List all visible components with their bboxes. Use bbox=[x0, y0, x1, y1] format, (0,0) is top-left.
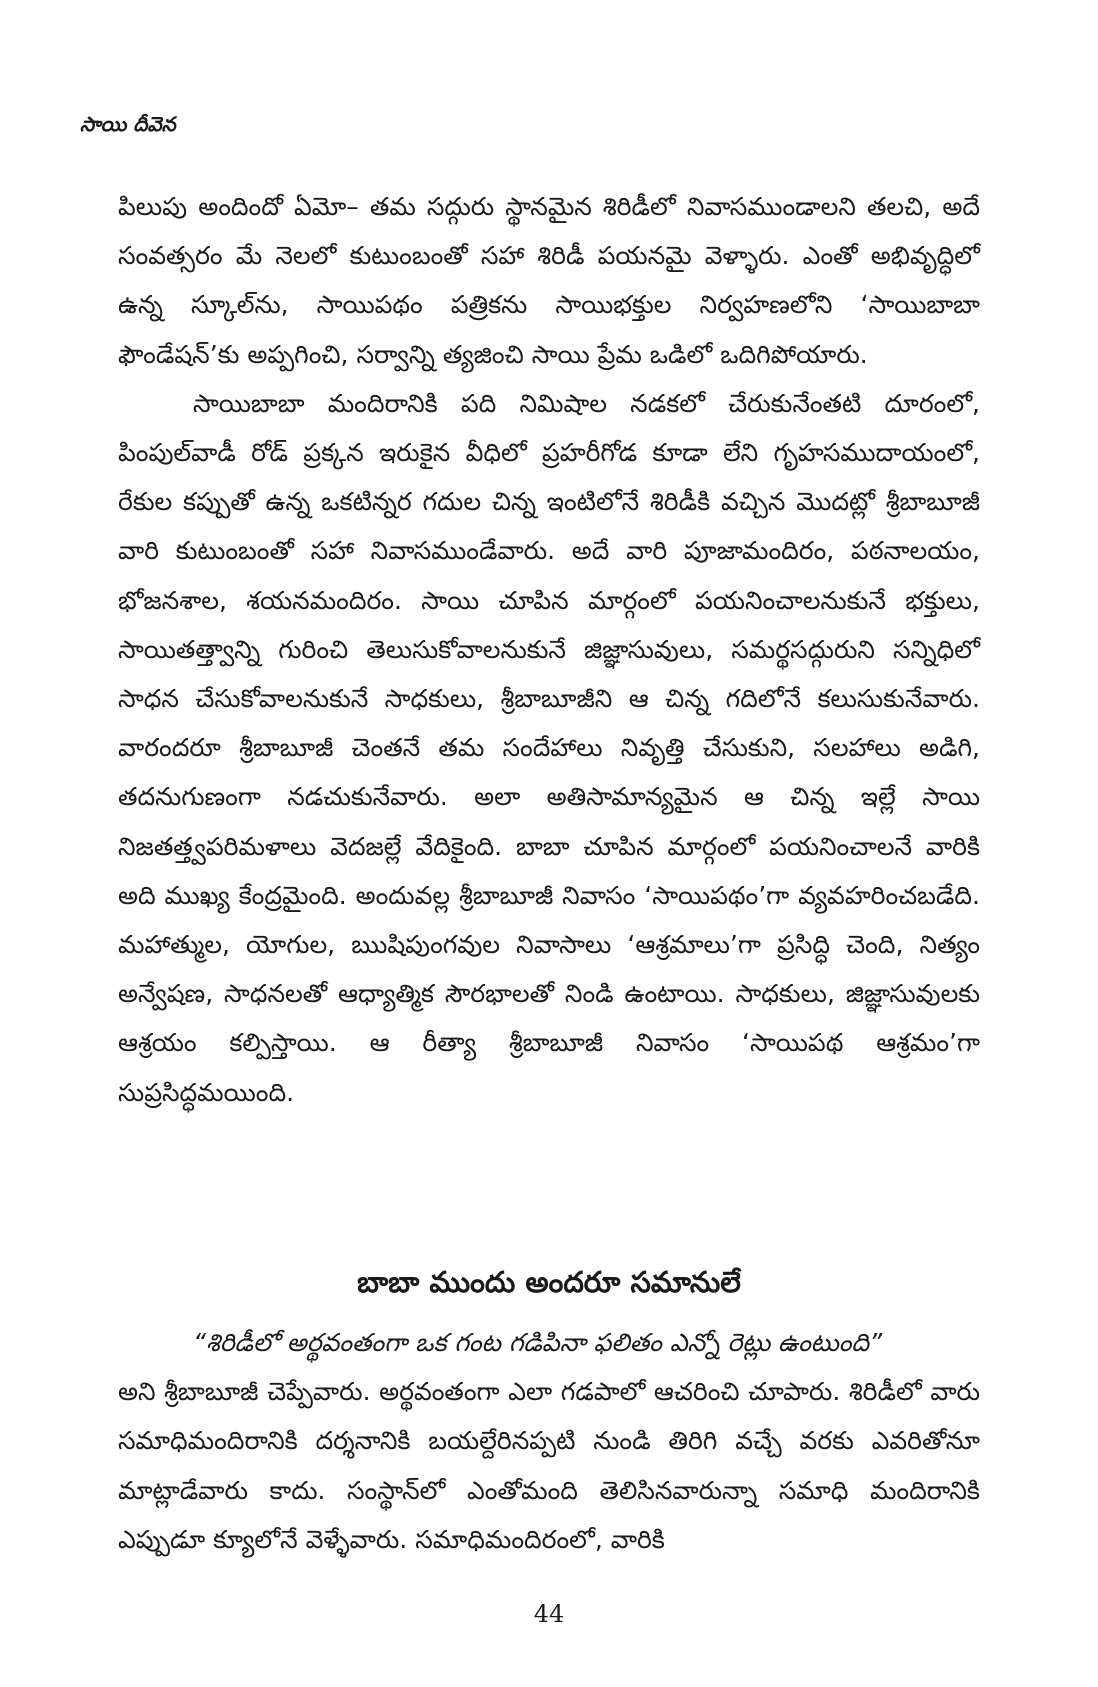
paragraph-3: అని శ్రీబాబూజీ చెప్పేవారు. అర్థవంతంగా ఎలా గడపాలో ఆచరించి చూపారు. శిరిడీలో వారు సమాధిమందిరానికి దర్శనానికి బయల్దేరినప్పటి నుండి తిరిగి వచ్చే వరకు ఎవరితోనూ మాట్లాడేవారు కాదు. సంస్థాన్‌లో ఎంతోమంది తెలిసినవారున్నా సమాధి మందిరానికి ఎప్పుడూ క్యూలోనే వెళ్ళేవారు. సమాధిమందిరంలో, వారికి bbox=[118, 1377, 980, 1554]
page-number: 44 bbox=[533, 1600, 565, 1628]
lower-text-block bbox=[118, 1318, 980, 1564]
running-head: సాయి దీవెన bbox=[80, 112, 176, 136]
upper-text-block bbox=[118, 182, 980, 1117]
quotation: “శిరిడీలో అర్థవంతంగా ఒక గంట గడిపినా ఫలితం ఎన్నో రెట్లు ఉంటుంది” bbox=[193, 1328, 883, 1357]
paragraph-2: సాయిబాబా మందిరానికి పది నిమిషాల నడకలో చేరుకునేంతటి దూరంలో, పింపుల్‌వాడీ రోడ్ ప్రక్కన ఇరుకైన వీధిలో ప్రహరీగోడ కూడా లేని గృహసముదాయంలో, రేకుల కప్పుతో ఉన్న ఒకటిన్నర గదుల చిన్న ఇంటిలోనే శిరిడీకి వచ్చిన మొదట్లో శ్రీబాబూజీ వారి కుటుంబంతో సహా నివాసముండేవారు. అదే వారి పూజామందిరం, పఠనాలయం, భోజనశాల, శయనమందిరం. సాయి చూపిన మార్గంలో పయనించాలనుకునే భక్తులు, సాయితత్త్వాన్ని గురించి తెలుసుకోవాలనుకునే జిజ్ఞాసువులు, సమర్థసద్గురుని సన్నిధిలో సాధన చేసుకోవాలనుకునే సాధకులు, శ్రీబాబూజీని ఆ చిన్న గదిలోనే కలుసుకునేవారు. వారందరూ శ్రీబాబూజీ చెంతనే తమ సందేహాలు నివృత్తి చేసుకుని, సలహాలు అడిగి, తదనుగుణంగా నడచుకునేవారు. అలా అతిసామాన్యమైన ఆ చిన్న ఇల్లే సాయి నిజతత్త్వపరిమళాలు వెదజల్లే వేదికైంది. బాబా చూపిన మార్గంలో పయనించాలనే వారికి అది ముఖ్య కేంద్రమైంది. అందువల్ల శ్రీబాబూజీ నివాసం ‘సాయిపథం’గా వ్యవహరించబడేది. మహాత్ముల, యోగుల, ఋషిపుంగవుల నివాసాలు ‘ఆశ్రమాలు’గా ప్రసిద్ధి చెంది, నిత్యం అన్వేషణ, సాధనలతో ఆధ్యాత్మిక సౌరభాలతో నిండి ఉంటాయి. సాధకులు, జిజ్ఞాసువులకు ఆశ్రయం కల్పిస్తాయి. ఆ రీత్యా శ్రీబాబూజీ నివాసం ‘సాయిపథ ఆశ్రమం’గా సుప్రసిద్ధమయింది. bbox=[118, 388, 980, 1107]
paragraph-1: పిలుపు అందిందో ఏమో– తమ సద్గురు స్థానమైన శిరిడీలో నివాసముండాలని తలచి, అదే సంవత్సరం మే నెలలో కుటుంబంతో సహా శిరిడీ పయనమై వెళ్ళారు. ఎంతో అభివృద్ధిలో ఉన్న స్కూల్‌ను, సాయిపథం పత్రికను సాయిభక్తుల నిర్వహణలోని ‘సాయిబాబా ఫౌండేషన్’కు అప్పగించి, సర్వాన్ని త్యజించి సాయి ప్రేమ ఒడిలో ఒదిగిపోయారు. bbox=[118, 192, 980, 369]
section-heading: బాబా ముందు అందరూ సమానులే bbox=[357, 1265, 741, 1299]
